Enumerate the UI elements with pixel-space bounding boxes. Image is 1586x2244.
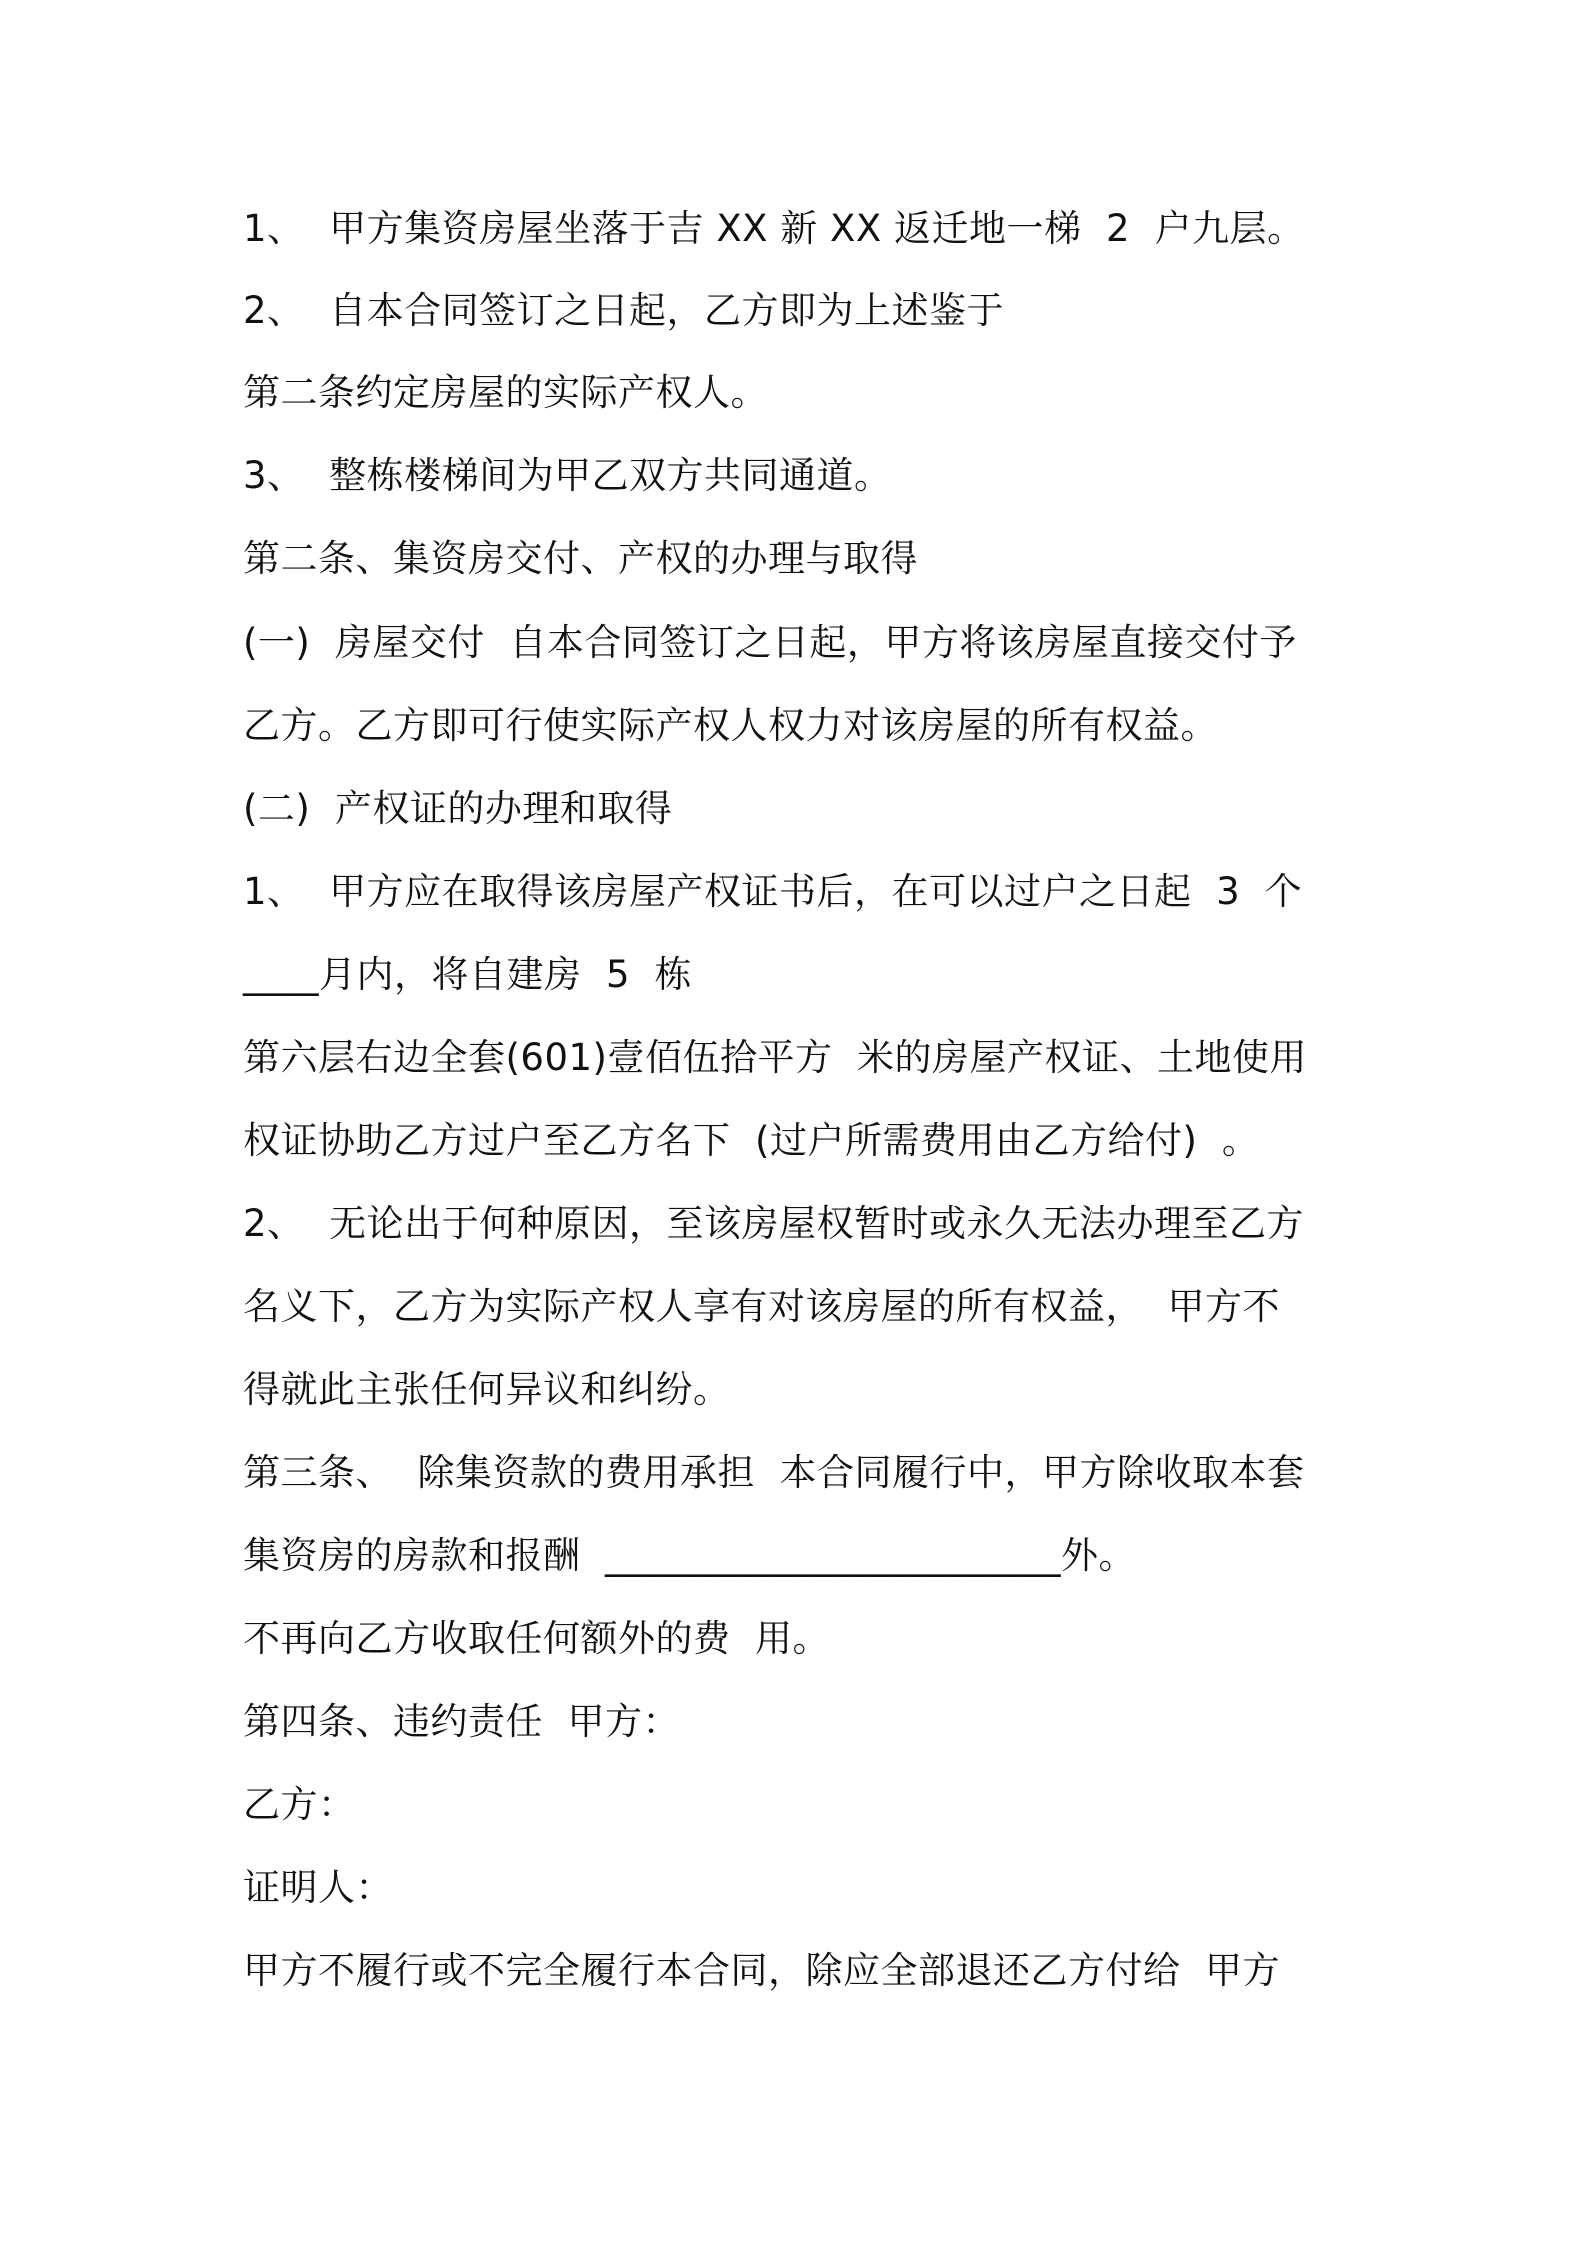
section-heading: 第四条、违约责任 甲方： bbox=[243, 1700, 681, 1743]
section-heading: 第三条、 除集资款的费用承担 本合同履行中，甲方除收取本套 bbox=[243, 1451, 1305, 1494]
text-line: ____月内，将自建房 5 栋 bbox=[243, 953, 693, 996]
text-line: 不再向乙方收取任何额外的费 用。 bbox=[243, 1617, 831, 1660]
text-line: 集资房的房款和报酬 ________________________外。 bbox=[243, 1534, 1137, 1577]
text-line: 1、 甲方应在取得该房屋产权证书后，在可以过户之日起 3 个 bbox=[243, 870, 1303, 913]
text-line: 名义下，乙方为实际产权人享有对该房屋的所有权益， 甲方不 bbox=[243, 1285, 1281, 1328]
text-line: 3、 整栋楼梯间为甲乙双方共同通道。 bbox=[243, 454, 892, 497]
text-line: 甲方不履行或不完全履行本合同，除应全部退还乙方付给 甲方 bbox=[243, 1949, 1281, 1992]
section-heading: 第二条、集资房交付、产权的办理与取得 bbox=[243, 537, 918, 580]
text-line: 乙方。乙方即可行使实际产权人权力对该房屋的所有权益。 bbox=[243, 704, 1218, 747]
signature-label: 乙方： bbox=[243, 1783, 356, 1826]
text-line: 权证协助乙方过户至乙方名下 (过户所需费用由乙方给付) 。 bbox=[243, 1119, 1260, 1162]
signature-label: 证明人： bbox=[243, 1866, 393, 1909]
text-line: (一) 房屋交付 自本合同签订之日起，甲方将该房屋直接交付予 bbox=[243, 621, 1297, 664]
text-line: 第二条约定房屋的实际产权人。 bbox=[243, 371, 768, 414]
text-line: 第六层右边全套(601)壹佰伍拾平方 米的房屋产权证、土地使用 bbox=[243, 1036, 1308, 1079]
text-line: 得就此主张任何异议和纠纷。 bbox=[243, 1368, 731, 1411]
text-line: 1、 甲方集资房屋坐落于吉 XX 新 XX 返迁地一梯 2 户九层。 bbox=[243, 207, 1305, 250]
text-line: (二) 产权证的办理和取得 bbox=[243, 787, 673, 830]
text-line: 2、 自本合同签订之日起，乙方即为上述鉴于 bbox=[243, 289, 1005, 332]
text-line: 2、 无论出于何种原因，至该房屋权暂时或永久无法办理至乙方 bbox=[243, 1202, 1305, 1245]
